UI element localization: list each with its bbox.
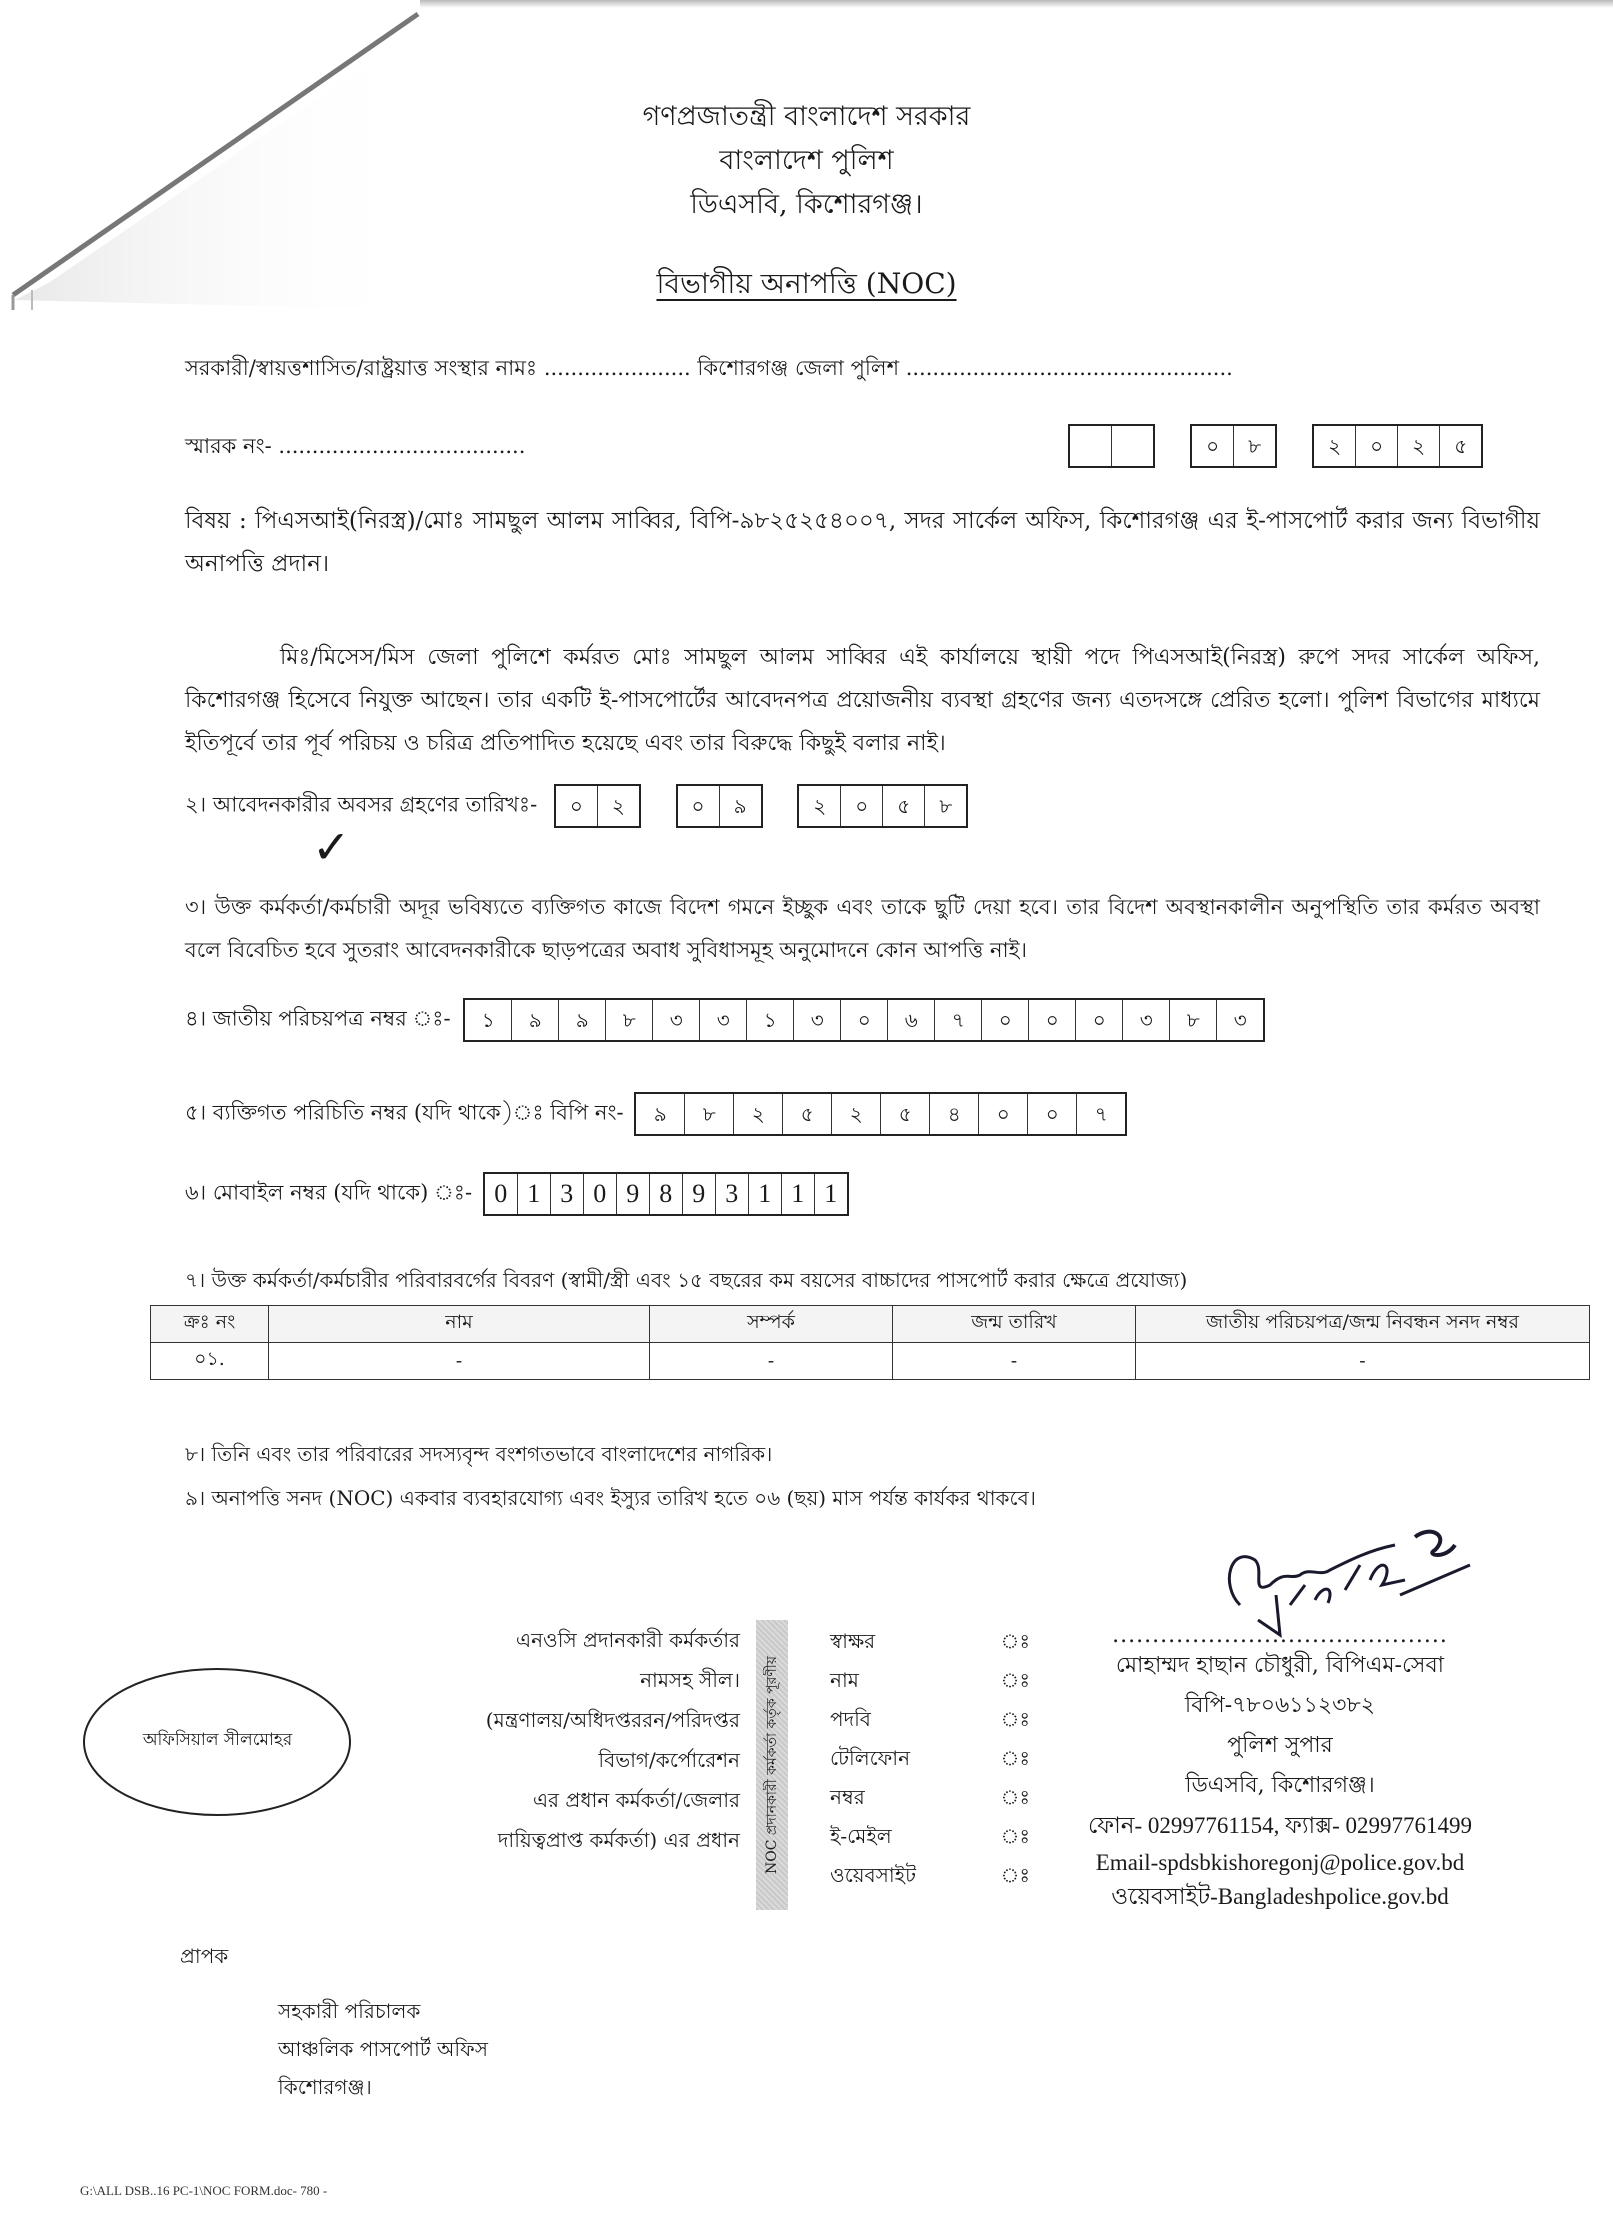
- digit-box: 0: [584, 1174, 617, 1214]
- field-label: টেলিফোন: [830, 1746, 911, 1770]
- top-edge-shadow: [420, 0, 1613, 8]
- field-label: নাম: [830, 1668, 859, 1692]
- digit-box: ৫: [881, 1094, 930, 1134]
- subject-text: পিএসআই(নিরস্ত্র)/মোঃ সামছুল আলম সাব্বির, বিপি-৯৮২৫২৫৪০০৭, সদর সার্কেল অফিস, কিশোরগঞ্জ এর ই-পাসপোর্ট করার জন্য বিভাগীয় অনাপত্তি প্রদান।: [185, 508, 1541, 577]
- column-birth-date: জন্ম তারিখ: [893, 1306, 1136, 1343]
- digit-box: ৮: [1170, 1000, 1217, 1040]
- field-colon: ঃ: [1000, 1707, 1030, 1731]
- family-details-table: [150, 1305, 1590, 1380]
- mobile-number-label: ৬। মোবাইল নম্বর (যদি থাকে) ঃ-: [185, 1180, 473, 1205]
- column-name: নাম: [269, 1306, 650, 1343]
- memo-date-day-boxes[interactable]: [1068, 424, 1155, 468]
- item-validity: ৯। অনাপত্তি সনদ (NOC) একবার ব্যবহারযোগ্য এবং ইস্যুর তারিখ হতে ০৬ (ছয়) মাস পর্যন্ত কার্যকর থাকবে।: [185, 1486, 1036, 1510]
- item-travel-clause: ৩। উক্ত কর্মকর্তা/কর্মচারী অদূর ভবিষ্যতে ব্যক্তিগত কাজে বিদেশ গমনে ইচ্ছুক এবং তাকে ছুটি দেয়া হবে। তার বিদেশ অবস্থানকালীন অনুপস্থিতি তার কর্মরত অবস্থা বলে বিবেচিত হবে সুতরাং আবেদনকারীকে ছাড়পত্রের অবাধ সুবিধাসমূহ অনুমোদনে কোন আপত্তি নাই।: [185, 895, 1540, 962]
- field-website: [830, 1856, 1030, 1895]
- field-label: স্বাক্ষর: [830, 1629, 876, 1653]
- digit-box: 1: [518, 1174, 551, 1214]
- retirement-date-label: ২। আবেদনকারীর অবসর গ্রহণের তারিখঃ-: [185, 792, 538, 817]
- field-colon: ঃ: [1000, 1668, 1030, 1692]
- retirement-month-boxes[interactable]: [676, 784, 763, 828]
- digit-box: ৯: [559, 1000, 606, 1040]
- digit-box: ৫: [1454, 434, 1468, 458]
- digit-box: ৮: [1248, 434, 1262, 458]
- field-colon: ঃ: [1000, 1785, 1030, 1809]
- checkmark-icon: ✓: [312, 820, 351, 874]
- signatory-office: ডিএসবি, কিশোরগঞ্জ।: [1185, 1773, 1375, 1798]
- seal-description: [330, 1620, 740, 1860]
- org-name-dots: ......................: [543, 356, 691, 380]
- digit-box: [1112, 426, 1153, 466]
- digit-box: ৭: [1094, 1102, 1108, 1126]
- mobile-number-boxes[interactable]: [483, 1172, 849, 1216]
- seal-description-line: বিভাগ/কর্পোরেশন: [598, 1748, 740, 1772]
- field-designation: [830, 1700, 1030, 1739]
- subject-label: বিষয় :: [185, 508, 247, 534]
- digit-box: 8: [650, 1174, 683, 1214]
- signatory-bp-number: বিপি-৭৮০৬১১২৩৮২: [1184, 1693, 1376, 1718]
- cell-name: -: [269, 1343, 650, 1380]
- digit-box: 1: [782, 1174, 815, 1214]
- digit-box: ২: [1314, 426, 1356, 466]
- digit-box: [1070, 426, 1112, 466]
- digit-box: 9: [683, 1174, 716, 1214]
- issuer-fill-strip: [756, 1620, 788, 1910]
- digit-box: ৮: [606, 1000, 653, 1040]
- digit-box: ২: [1398, 426, 1440, 466]
- field-telephone: [830, 1739, 1030, 1778]
- cell-serial: ০১.: [151, 1343, 269, 1380]
- item-national-id: [185, 998, 1265, 1042]
- retirement-day-boxes[interactable]: [554, 784, 641, 828]
- field-email: [830, 1817, 1030, 1856]
- body-paragraph: মিঃ/মিসেস/মিস জেলা পুলিশে কর্মরত মোঃ সামছুল আলম সাব্বির এই কার্যালয়ে স্থায়ী পদে পিএসআই(নিরস্ত্র) রুপে সদর সার্কেল অফিস, কিশোরগঞ্জ হিসেবে নিযুক্ত আছেন। তার একটি ই-পাসপোর্টের আবেদনপত্র প্রয়োজনীয় ব্যবস্থা গ্রহণের জন্য এতদসঙ্গে প্রেরিত হলো। পুলিশ বিভাগের মাধ্যমে ইতিপূর্বে তার পূর্ব পরিচয় ও চরিত্র প্রতিপাদিত হয়েছে এবং তার বিরুদ্ধে কিছুই বলার নাই।: [185, 645, 1540, 756]
- digit-box: ০: [1356, 426, 1398, 466]
- org-name-value: কিশোরগঞ্জ জেলা পুলিশ: [697, 356, 900, 380]
- bp-number-label: ৫। ব্যক্তিগত পরিচিতি নম্বর (যদি থাকে)ঃ বিপি নং-: [185, 1100, 624, 1125]
- digit-box: 0: [485, 1174, 518, 1214]
- digit-box: 3: [551, 1174, 584, 1214]
- signature-dotted-line: ..........................................: [1112, 1623, 1448, 1648]
- seal-description-line: এনওসি প্রদানকারী কর্মকর্তার: [515, 1628, 740, 1652]
- field-colon: ঃ: [1000, 1629, 1030, 1653]
- recipient-line: কিশোরগঞ্জ।: [278, 2075, 372, 2099]
- item-bp-number: [185, 1092, 1127, 1136]
- column-relation: সম্পর্ক: [650, 1306, 893, 1343]
- memo-date-month-boxes[interactable]: [1190, 424, 1277, 468]
- signatory-website[interactable]: ওয়েবসাইট-Bangladeshpolice.gov.bd: [1111, 1884, 1449, 1909]
- cell-birth-date: -: [893, 1343, 1136, 1380]
- digit-box: ০: [1029, 1000, 1076, 1040]
- field-colon: ঃ: [1000, 1746, 1030, 1770]
- national-id-label: ৪। জাতীয় পরিচয়পত্র নম্বর ঃ-: [185, 1006, 451, 1031]
- field-label: ই-মেইল: [830, 1824, 892, 1848]
- memo-date: [1068, 424, 1483, 468]
- signatory-block: [1010, 1623, 1550, 1914]
- seal-description-line: (মন্ত্রণালয়/অধিদপ্তররন/পরিদপ্তর: [485, 1708, 740, 1732]
- digit-box: ০: [979, 1094, 1028, 1134]
- digit-box: ৩: [1123, 1000, 1170, 1040]
- memo-number-line: [185, 430, 525, 465]
- retirement-year-boxes[interactable]: [797, 784, 968, 828]
- digit-box: ০: [556, 786, 598, 826]
- header-police: বাংলাদেশ পুলিশ: [719, 145, 894, 176]
- digit-box: 1: [749, 1174, 782, 1214]
- field-label: নম্বর: [830, 1785, 865, 1809]
- digit-box: ৮: [685, 1094, 734, 1134]
- digit-box: ২: [799, 786, 841, 826]
- document-title-text: বিভাগীয় অনাপত্তি (NOC): [656, 267, 957, 300]
- seal-description-line: এর প্রধান কর্মকর্তা/জেলার: [532, 1788, 740, 1812]
- digit-box: ৯: [636, 1094, 685, 1134]
- table-row: [151, 1343, 1590, 1380]
- digit-box: ০: [1028, 1094, 1077, 1134]
- national-id-boxes[interactable]: [463, 998, 1265, 1042]
- issuer-field-labels: [830, 1622, 1030, 1895]
- digit-box: ৫: [783, 1094, 832, 1134]
- digit-box: ৩: [1233, 1008, 1247, 1032]
- field-number: [830, 1778, 1030, 1817]
- file-path-footer: G:\ALL DSB..16 PC-1\NOC FORM.doc- 780 -: [80, 2183, 328, 2198]
- header-govt: গণপ্রজাতন্ত্রী বাংলাদেশ সরকার: [642, 101, 971, 132]
- field-label: পদবি: [830, 1707, 871, 1731]
- digit-box: ০: [1076, 1000, 1123, 1040]
- recipient-address: [278, 1992, 488, 2106]
- digit-box: ৯: [512, 1000, 559, 1040]
- digit-box: 9: [617, 1174, 650, 1214]
- header-office: ডিএসবি, কিশোরগঞ্জ।: [690, 189, 923, 220]
- bp-number-boxes[interactable]: [634, 1092, 1127, 1136]
- digit-box: ৩: [794, 1000, 841, 1040]
- memo-number-label: স্মারক নং-: [185, 434, 272, 458]
- document-title: [0, 262, 1613, 309]
- cell-id-number: -: [1136, 1343, 1590, 1380]
- item-mobile-number: [185, 1172, 849, 1216]
- digit-box: ৪: [930, 1094, 979, 1134]
- field-colon: ঃ: [1000, 1824, 1030, 1848]
- memo-date-year-boxes[interactable]: [1312, 424, 1483, 468]
- family-details-label: ৭। উক্ত কর্মকর্তা/কর্মচারীর পরিবারবর্গের বিবরণ (স্বামী/স্ত্রী এবং ১৫ বছরের কম বয়সের বাচ্চাদের পাসপোর্ট করার ক্ষেত্রে প্রযোজ্য): [185, 1268, 1188, 1292]
- digit-box: 3: [716, 1174, 749, 1214]
- digit-box: ৭: [935, 1000, 982, 1040]
- signatory-email[interactable]: Email-spdsbkishoregonj@police.gov.bd: [1095, 1850, 1465, 1875]
- field-name: [830, 1661, 1030, 1700]
- digit-box: ০: [982, 1000, 1029, 1040]
- digit-box: ০: [841, 1000, 888, 1040]
- signatory-name: মোহাম্মদ হাছান চৌধুরী, বিপিএম-সেবা: [1115, 1653, 1445, 1678]
- digit-box: ২: [734, 1094, 783, 1134]
- recipient-label: প্রাপক: [180, 1944, 229, 1968]
- digit-box: 1: [824, 1179, 838, 1208]
- digit-box: ৩: [700, 1000, 747, 1040]
- field-label: ওয়েবসাইট: [830, 1863, 916, 1887]
- recipient-line: সহকারী পরিচালক: [278, 1999, 421, 2023]
- seal-description-line: নামসহ সীল।: [640, 1668, 740, 1692]
- digit-box: ১: [465, 1000, 512, 1040]
- cell-relation: -: [650, 1343, 893, 1380]
- table-header-row: [151, 1306, 1590, 1343]
- digit-box: ৯: [733, 794, 747, 818]
- digit-box: ১: [747, 1000, 794, 1040]
- digit-box: ০: [1192, 426, 1234, 466]
- digit-box: ২: [611, 794, 625, 818]
- org-name-line: [185, 352, 1233, 387]
- digit-box: ৬: [888, 1000, 935, 1040]
- digit-box: ৮: [939, 794, 953, 818]
- signatory-designation: পুলিশ সুপার: [1227, 1733, 1333, 1758]
- signatory-phone-fax: ফোন- 02997761154, ফ্যাক্স- 02997761499: [1087, 1813, 1473, 1838]
- org-name-label: সরকারী/স্বায়ত্তশাসিত/রাষ্ট্রয়াত্ত সংস্থার নামঃ: [185, 356, 538, 380]
- column-id-number: জাতীয় পরিচয়পত্র/জন্ম নিবন্ধন সনদ নম্বর: [1136, 1306, 1590, 1343]
- document-header: [0, 95, 1613, 227]
- digit-box: ৩: [653, 1000, 700, 1040]
- official-seal-label: অফিসিয়াল সীলমোহর: [142, 1730, 293, 1750]
- recipient-line: আঞ্চলিক পাসপোর্ট অফিস: [278, 2037, 488, 2061]
- digit-box: ৫: [883, 786, 925, 826]
- column-serial: ক্রঃ নং: [151, 1306, 269, 1343]
- digit-box: ০: [678, 786, 720, 826]
- field-colon: ঃ: [1000, 1863, 1030, 1887]
- item-retirement-date: [185, 784, 968, 828]
- issuer-fill-strip-text: NOC প্রদানকারী কর্মকর্তা কর্তৃক পূরণীয়: [764, 1656, 780, 1874]
- digit-box: ২: [832, 1094, 881, 1134]
- memo-number-dots: .....................................: [278, 434, 526, 458]
- seal-description-line: দায়িত্বপ্রাপ্ত কর্মকর্তা) এর প্রধান: [497, 1828, 740, 1852]
- subject: [185, 500, 1540, 586]
- digit-box: ০: [841, 786, 883, 826]
- org-name-dots-trailing: .................................................: [905, 356, 1233, 380]
- field-signature: [830, 1622, 1030, 1661]
- item-citizenship: ৮। তিনি এবং তার পরিবারের সদস্যবৃন্দ বংশগতভাবে বাংলাদেশের নাগরিক।: [185, 1442, 773, 1466]
